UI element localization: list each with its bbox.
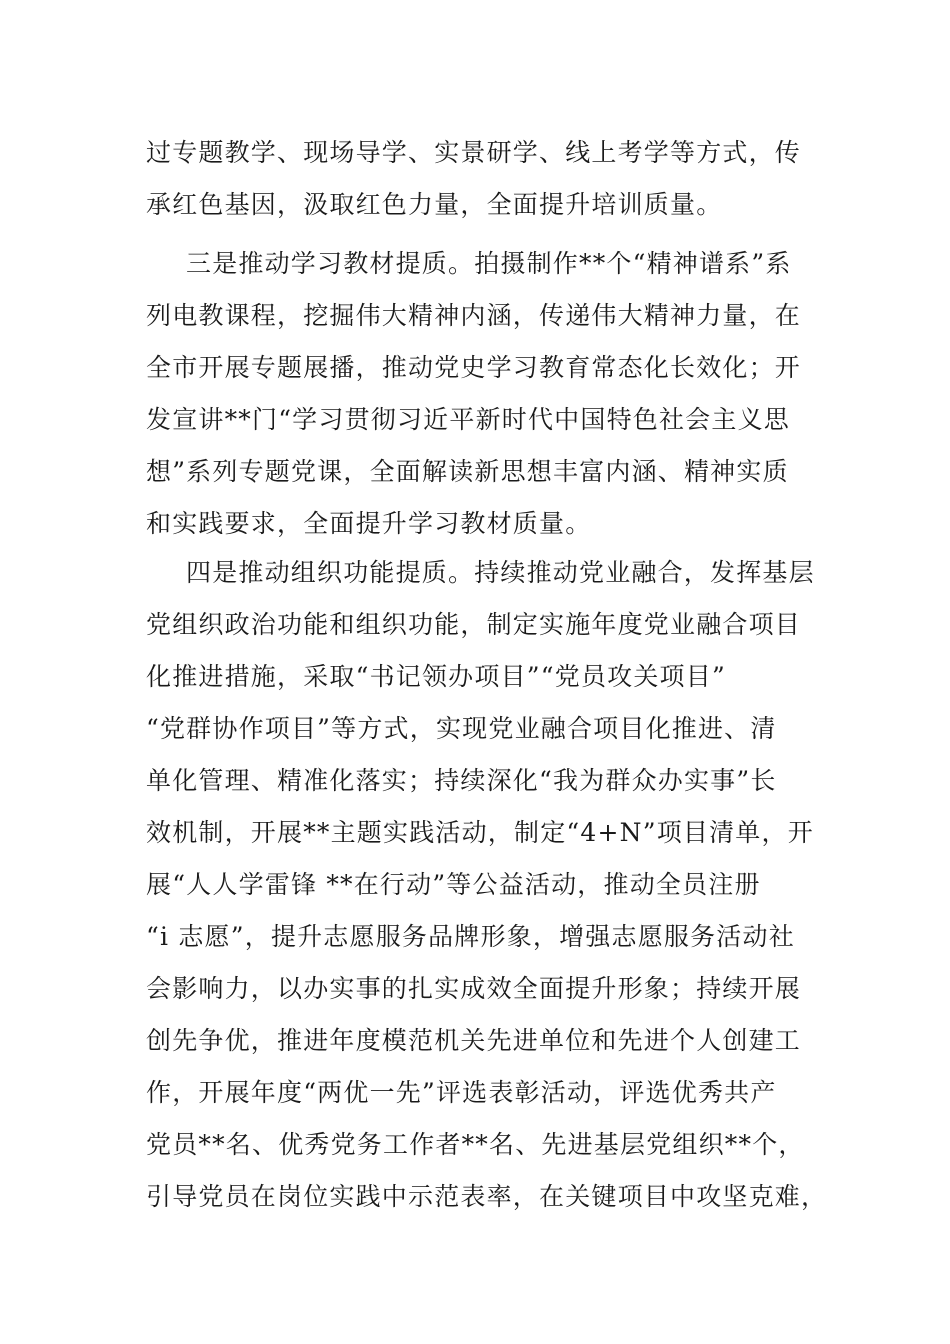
text-line: 过专题教学、现场导学、实景研学、线上考学等方式，传 <box>146 138 802 167</box>
paragraph-3 <box>146 547 828 1223</box>
text-line: 想”系列专题党课，全面解读新思想丰富内涵、精神实质 <box>146 457 789 486</box>
text-line: 三是推动学习教材提质。拍摄制作**个“精神谱系”系 <box>186 249 792 278</box>
text-line: 作，开展年度“两优一先”评选表彰活动，评选优秀共产 <box>146 1078 777 1107</box>
text-line: 创先争优，推进年度模范机关先进单位和先进个人创建工 <box>146 1026 802 1055</box>
text-line: 全市开展专题展播，推动党史学习教育常态化长效化；开 <box>146 353 802 382</box>
paragraph-1 <box>146 127 806 231</box>
text-line: 党员**名、优秀党务工作者**名、先进基层党组织**个， <box>146 1130 805 1159</box>
text-line: 列电教课程，挖掘伟大精神内涵，传递伟大精神力量，在 <box>146 301 802 330</box>
paragraph-2 <box>146 238 806 550</box>
text-line: 展“人人学雷锋 **在行动”等公益活动，推动全员注册 <box>146 870 761 899</box>
text-line: 发宣讲**门“学习贯彻习近平新时代中国特色社会主义思 <box>146 405 790 434</box>
text-line: 党组织政治功能和组织功能，制定实施年度党业融合项目 <box>146 610 802 639</box>
text-line: 化推进措施，采取“书记领办项目”“党员攻关项目” <box>146 662 726 691</box>
text-line: “i 志愿”，提升志愿服务品牌形象，增强志愿服务活动社 <box>146 922 795 951</box>
text-line: 承红色基因，汲取红色力量，全面提升培训质量。 <box>146 190 723 219</box>
text-line: 引导党员在岗位实践中示范表率，在关键项目中攻坚克难， <box>146 1182 828 1211</box>
text-line: “党群协作项目”等方式，实现党业融合项目化推进、清 <box>146 714 777 743</box>
text-line: 和实践要求，全面提升学习教材质量。 <box>146 509 592 538</box>
text-line: 效机制，开展**主题实践活动，制定“4+N”项目清单，开 <box>146 818 814 847</box>
text-line: 会影响力，以办实事的扎实成效全面提升形象；持续开展 <box>146 974 802 1003</box>
text-line: 单化管理、精准化落实；持续深化“我为群众办实事”长 <box>146 766 777 795</box>
text-line: 四是推动组织功能提质。持续推动党业融合，发挥基层 <box>186 558 815 587</box>
